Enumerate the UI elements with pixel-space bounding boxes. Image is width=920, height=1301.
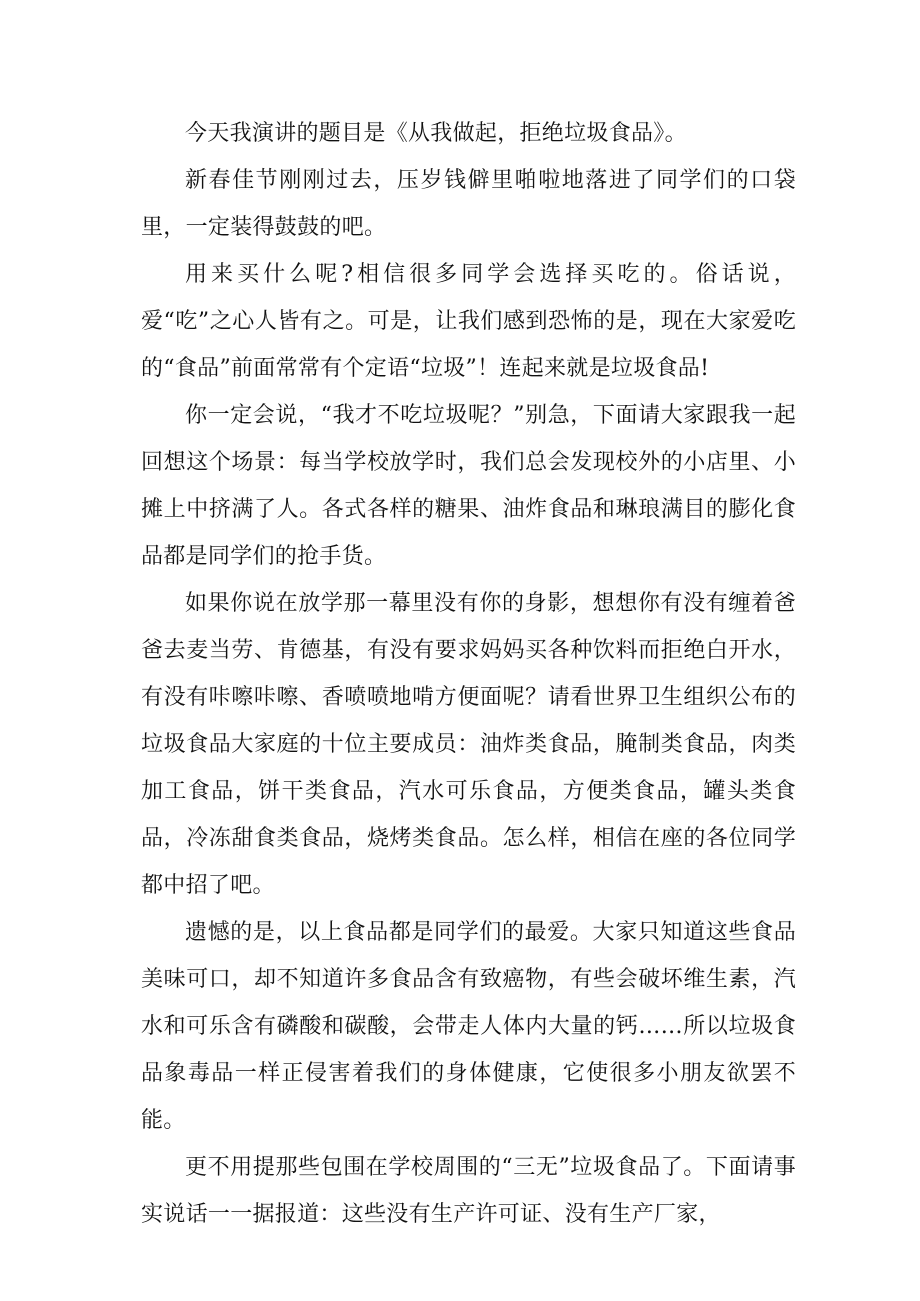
paragraph-health-harm: 遗憾的是，以上食品都是同学们的最爱。大家只知道这些食品美味可口，却不知道许多食品含有致癌物，有些会破坏维生素，汽水和可乐含有磷酸和碳酸，会带走人体内大量的钙……所以垃圾食品象毒品一样正侵害着我们的身体健康，它使很多小朋友欲罢不能。 — [141, 920, 796, 1133]
paragraph-new-year: 新春佳节刚刚过去，压岁钱僻里啪啦地落进了同学们的口袋里，一定装得鼓鼓的吧。 — [141, 168, 796, 240]
paragraph-title-statement: 今天我演讲的题目是《从我做起，拒绝垃圾食品》。 — [185, 121, 687, 146]
document-page — [141, 110, 796, 1238]
paragraph-buy-food: 用来买什么呢?相信很多同学会选择买吃的。俗话说，爱“吃”之心人皆有之。可是，让我们感到恐怖的是，现在大家爱吃的“食品”前面常常有个定语“垃圾”！连起来就是垃圾食品! — [141, 262, 796, 381]
paragraph-three-no-food: 更不用提那些包围在学校周围的“三无”垃圾食品了。下面请事实说话一一据报道：这些没有生产许可证、没有生产厂家， — [141, 1155, 796, 1227]
paragraph-after-school-scene: 你一定会说，“我才不吃垃圾呢？”别急，下面请大家跟我一起回想这个场景：每当学校放学时，我们总会发现校外的小店里、小摊上中挤满了人。各式各样的糖果、油炸食品和琳琅满目的膨化食品都是同学们的抢手货。 — [141, 403, 796, 569]
paragraph-junk-food-list: 如果你说在放学那一幕里没有你的身影，想想你有没有缠着爸爸去麦当劳、肯德基，有没有要求妈妈买各种饮料而拒绝白开水，有没有咔嚓咔嚓、香喷喷地啃方便面呢？请看世界卫生组织公布的垃圾食品大家庭的十位主要成员：油炸类食品，腌制类食品，肉类加工食品，饼干类食品，汽水可乐食品，方便类食品，罐头类食品，冷冻甜食类食品，烧烤类食品。怎么样，相信在座的各位同学都中招了吧。 — [141, 591, 796, 898]
